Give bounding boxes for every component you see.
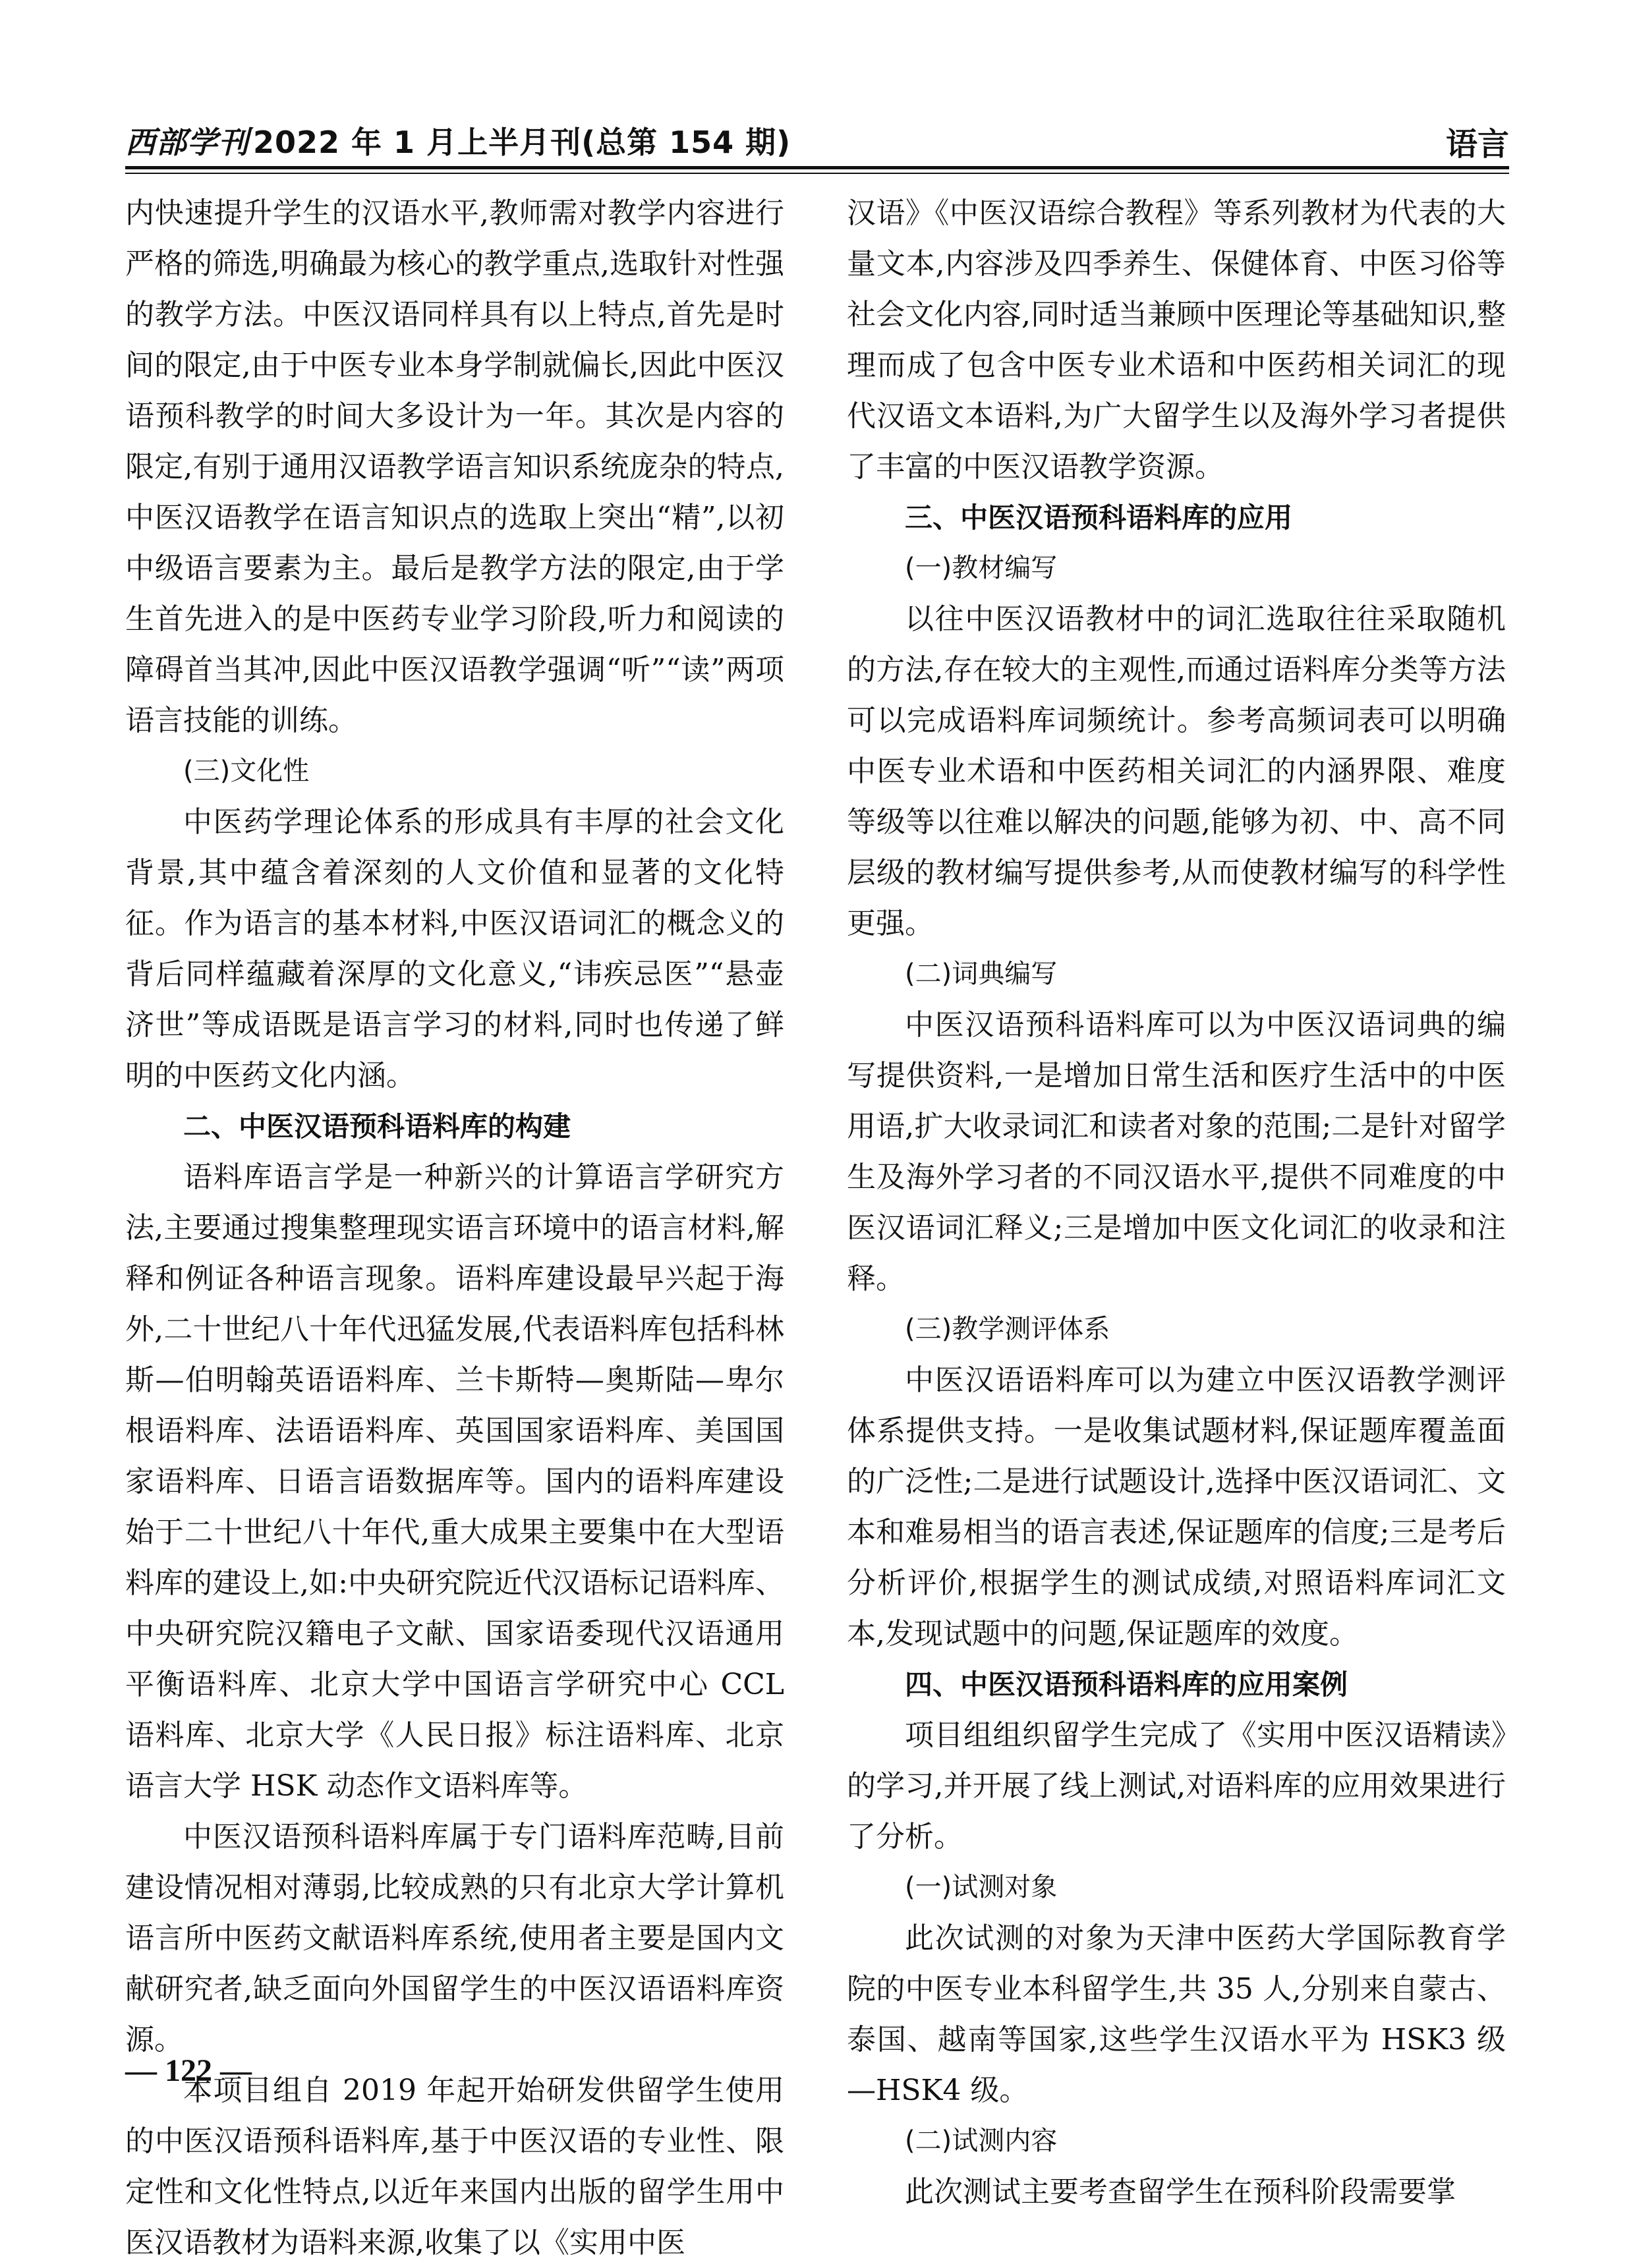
paragraph: 内快速提升学生的汉语水平,教师需对教学内容进行严格的筛选,明确最为核心的教学重点,选取针对性强的教学方法。中医汉语同样具有以上特点,首先是时间的限定,由于中医专业本身学制就偏长,因此中医汉语预科教学的时间大多设计为一年。其次是内容的限定,有别于通用汉语教学语言知识系统庞杂的特点,中医汉语教学在语言知识点的选取上突出“精”,以初中级语言要素为主。最后是教学方法的限定,由于学生首先进入的是中医药专业学习阶段,听力和阅读的障碍首当其冲,因此中医汉语教学强调“听”“读”两项语言技能的训练。 bbox=[125, 196, 784, 737]
section-heading: 三、中医汉语预科语料库的应用 bbox=[905, 501, 1293, 534]
header-rule-thin bbox=[125, 173, 1509, 174]
header-rule-thick bbox=[125, 166, 1509, 169]
paragraph: 以往中医汉语教材中的词汇选取往往采取随机的方法,存在较大的主观性,而通过语料库分类等方法可以完成语料库词频统计。参考高频词表可以明确中医专业术语和中医药相关词汇的内涵界限、难度等级等以往难以解决的问题,能够为初、中、高不同层级的教材编写提供参考,从而使教材编写的科学性更强。 bbox=[847, 602, 1506, 940]
subsection-heading: (一)教材编写 bbox=[905, 553, 1058, 583]
subsection-heading: (二)试测内容 bbox=[905, 2126, 1058, 2156]
section-heading: 四、中医汉语预科语料库的应用案例 bbox=[905, 1668, 1348, 1701]
subsection-heading: (一)试测对象 bbox=[905, 1872, 1058, 1902]
paragraph: 中医汉语语料库可以为建立中医汉语教学测评体系提供支持。一是收集试题材料,保证题库覆盖面的广泛性;二是进行试题设计,选择中医汉语词汇、文本和难易相当的语言表述,保证题库的信度;三是考后分析评价,根据学生的测试成绩,对照语料库词汇文本,发现试题中的问题,保证题库的效度。 bbox=[847, 1363, 1506, 1651]
paragraph: 中医药学理论体系的形成具有丰厚的社会文化背景,其中蕴含着深刻的人文价值和显著的文化特征。作为语言的基本材料,中医汉语词汇的概念义的背后同样蕴藏着深厚的文化意义,“讳疾忌医”“悬壶济世”等成语既是语言学习的材料,同时也传递了鲜明的中医药文化内涵。 bbox=[125, 805, 784, 1092]
paragraph: 此次测试主要考查留学生在预科阶段需要掌 bbox=[905, 2175, 1456, 2209]
paragraph: 中医汉语预科语料库可以为中医汉语词典的编写提供资料,一是增加日常生活和医疗生活中的中医用语,扩大收录词汇和读者对象的范围;二是针对留学生及海外学习者的不同汉语水平,提供不同难度的中医汉语词汇释义;三是增加中医文化词汇的收录和注释。 bbox=[847, 1008, 1506, 1295]
issue-info: 2022 年 1 月上半月刊(总第 154 期) bbox=[253, 125, 791, 160]
paragraph: 此次试测的对象为天津中医药大学国际教育学院的中医专业本科留学生,共 35 人,分别来自蒙古、泰国、越南等国家,这些学生汉语水平为 HSK3 级—HSK4 级。 bbox=[847, 1921, 1506, 2107]
section-heading: 二、中医汉语预科语料库的构建 bbox=[183, 1110, 571, 1143]
journal-logo: 西部学刊 bbox=[125, 125, 249, 160]
paragraph: 汉语》《中医汉语综合教程》等系列教材为代表的大量文本,内容涉及四季养生、保健体育、中医习俗等社会文化内容,同时适当兼顾中医理论等基础知识,整理而成了包含中医专业术语和中医药相关词汇的现代汉语文本语料,为广大留学生以及海外学习者提供了丰富的中医汉语教学资源。 bbox=[847, 196, 1506, 484]
subsection-heading: (三)教学测评体系 bbox=[905, 1314, 1110, 1344]
paragraph: 中医汉语预科语料库属于专门语料库范畴,目前建设情况相对薄弱,比较成熟的只有北京大学计算机语言所中医药文献语料库系统,使用者主要是国内文献研究者,缺乏面向外国留学生的中医汉语语料库资源。 bbox=[125, 1820, 784, 2056]
paragraph: 项目组组织留学生完成了《实用中医汉语精读》的学习,并开展了线上测试,对语料库的应用效果进行了分析。 bbox=[847, 1718, 1506, 1854]
section-tag: 语言 bbox=[1445, 126, 1509, 163]
subsection-heading: (二)词典编写 bbox=[905, 959, 1058, 989]
journal-issue-line bbox=[125, 119, 791, 162]
page-number: — 122 — bbox=[125, 2053, 252, 2088]
paragraph: 本项目组自 2019 年起开始研发供留学生使用的中医汉语预科语料库,基于中医汉语的专业性、限定性和文化性特点,以近年来国内出版的留学生用中医汉语教材为语料来源,收集了以《实用中医 bbox=[125, 2074, 784, 2259]
running-header bbox=[125, 119, 1509, 165]
left-column bbox=[125, 188, 784, 2268]
paragraph: 语料库语言学是一种新兴的计算语言学研究方法,主要通过搜集整理现实语言环境中的语言材料,解释和例证各种语言现象。语料库建设最早兴起于海外,二十世纪八十年代迅猛发展,代表语料库包括科林斯—伯明翰英语语料库、兰卡斯特—奥斯陆—卑尔根语料库、法语语料库、英国国家语料库、美国国家语料库、日语言语数据库等。国内的语料库建设始于二十世纪八十年代,重大成果主要集中在大型语料库的建设上,如:中央研究院近代汉语标记语料库、中央研究院汉籍电子文献、国家语委现代汉语通用平衡语料库、北京大学中国语言学研究中心 CCL 语料库、北京大学《人民日报》标注语料库、北京语言大学 HSK 动态作文语料库等。 bbox=[125, 1160, 784, 1803]
right-column bbox=[847, 188, 1506, 2217]
subsection-heading: (三)文化性 bbox=[183, 756, 310, 786]
